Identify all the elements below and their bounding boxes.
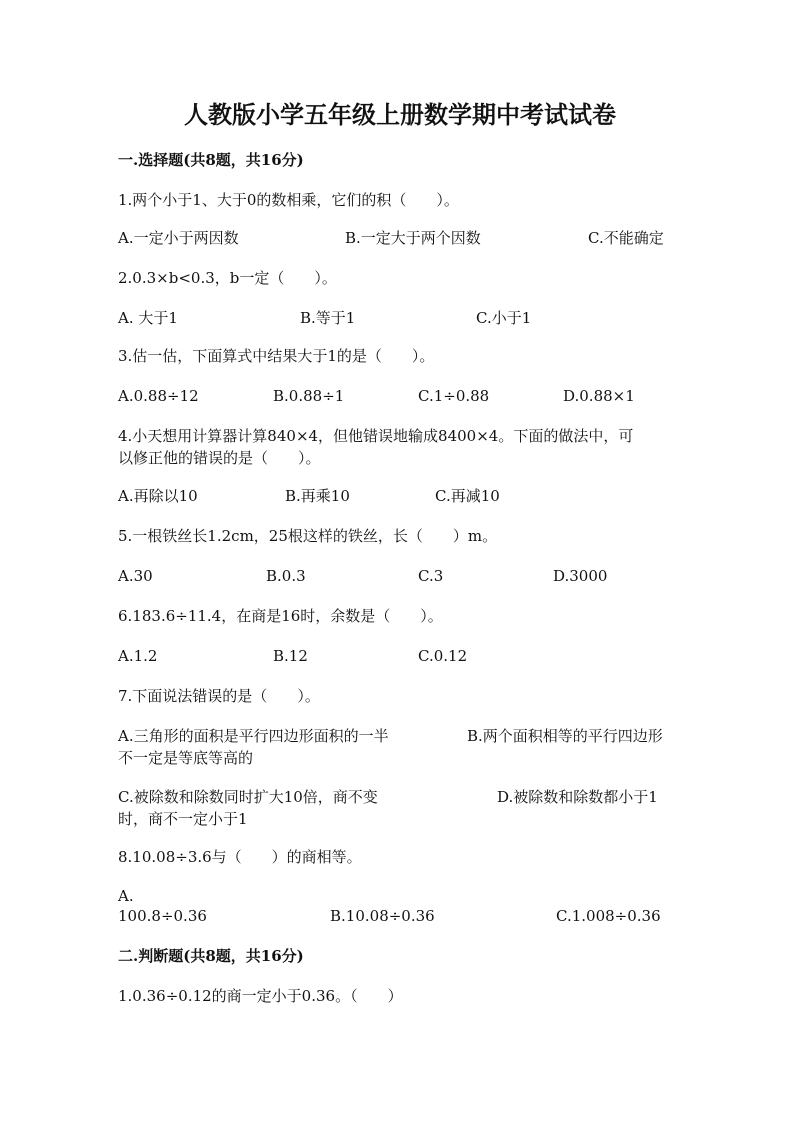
question-8-option-a: 100.8÷0.36 xyxy=(118,907,207,925)
section-heading-choice: 一.选择题(共8题，共16分) xyxy=(118,151,304,169)
question-7-option-d-continued: 时，商不一定小于1 xyxy=(118,810,248,828)
page-title: 人教版小学五年级上册数学期中考试试卷 xyxy=(184,100,616,129)
question-8-option-a-label: A. xyxy=(118,887,134,905)
question-4-stem-line-2: 以修正他的错误的是（ ）。 xyxy=(118,449,321,467)
question-3-stem: 3.估一估，下面算式中结果大于1的是（ ）。 xyxy=(118,347,435,365)
question-2-option-c: C.小于1 xyxy=(476,309,532,327)
question-7-option-b: B.两个面积相等的平行四边形 xyxy=(467,727,663,745)
question-4-stem-line-1: 4.小天想用计算器计算840×4，但他错误地输成8400×4。下面的做法中，可 xyxy=(118,427,634,445)
question-6-option-a: A.1.2 xyxy=(118,647,158,665)
question-3-option-a: A.0.88÷12 xyxy=(118,387,199,405)
question-3-option-d: D.0.88×1 xyxy=(563,387,635,405)
question-7-option-c: C.被除数和除数同时扩大10倍，商不变 xyxy=(118,788,378,806)
question-6-option-b: B.12 xyxy=(273,647,308,665)
question-3-option-c: C.1÷0.88 xyxy=(418,387,490,405)
question-4-option-a: A.再除以10 xyxy=(118,487,198,505)
question-8-option-c: C.1.008÷0.36 xyxy=(556,907,661,925)
question-5-option-c: C.3 xyxy=(418,567,444,585)
question-6-stem: 6.183.6÷11.4，在商是16时，余数是（ ）。 xyxy=(118,607,443,625)
question-5-option-b: B.0.3 xyxy=(266,567,306,585)
question-4-option-b: B.再乘10 xyxy=(285,487,350,505)
question-7-option-b-continued: 不一定是等底等高的 xyxy=(118,749,254,767)
question-1-option-b: B.一定大于两个因数 xyxy=(345,229,481,247)
question-1-stem: 1.两个小于1、大于0的数相乘，它们的积（ ）。 xyxy=(118,191,459,209)
question-7-option-d: D.被除数和除数都小于1 xyxy=(497,788,658,806)
question-5-stem: 5.一根铁丝长1.2cm，25根这样的铁丝，长（ ）m。 xyxy=(118,527,498,545)
section-heading-judgment: 二.判断题(共8题，共16分) xyxy=(118,947,304,965)
question-6-option-c: C.0.12 xyxy=(418,647,468,665)
question-8-option-b: B.10.08÷0.36 xyxy=(330,907,435,925)
question-5-option-d: D.3000 xyxy=(553,567,608,585)
judgment-question-1-stem: 1.0.36÷0.12的商一定小于0.36。（ ） xyxy=(118,987,403,1005)
question-2-option-b: B.等于1 xyxy=(300,309,356,327)
question-8-stem: 8.10.08÷3.6与（ ）的商相等。 xyxy=(118,848,362,866)
question-2-option-a: A. 大于1 xyxy=(118,309,178,327)
question-5-option-a: A.30 xyxy=(118,567,153,585)
question-7-stem: 7.下面说法错误的是（ ）。 xyxy=(118,687,320,705)
question-4-option-c: C.再减10 xyxy=(435,487,500,505)
question-1-option-c: C.不能确定 xyxy=(588,229,664,247)
question-3-option-b: B.0.88÷1 xyxy=(273,387,345,405)
question-2-stem: 2.0.3×b<0.3，b一定（ ）。 xyxy=(118,269,337,287)
question-7-option-a: A.三角形的面积是平行四边形面积的一半 xyxy=(118,727,389,745)
question-1-option-a: A.一定小于两因数 xyxy=(118,229,239,247)
